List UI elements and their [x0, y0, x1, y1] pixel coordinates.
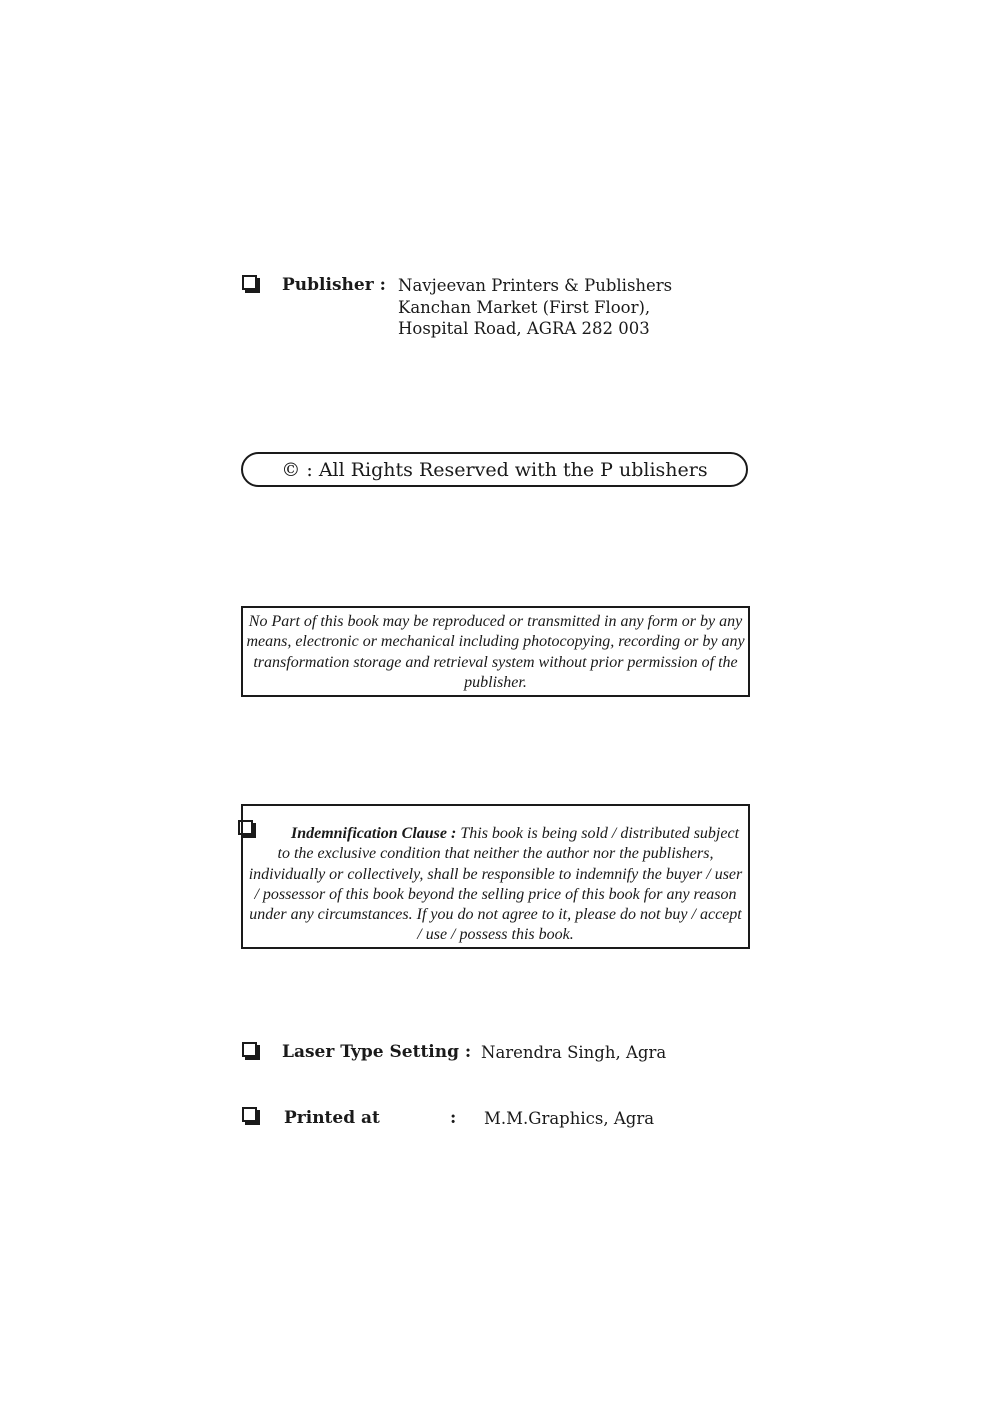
copyright-banner: © : All Rights Reserved with the P ublishers — [241, 452, 748, 487]
printer-colon: : — [450, 1108, 457, 1128]
typesetting-label: Laser Type Setting : — [282, 1042, 472, 1062]
publisher-address-line-2: Hospital Road, AGRA 282 003 — [398, 319, 650, 338]
typesetting-value: Narendra Singh, Agra — [481, 1043, 667, 1062]
publisher-address-line-1: Kanchan Market (First Floor), — [398, 298, 651, 317]
reproduction-notice-text: No Part of this book may be reproduced or transmitted in any form or by any means, electronic or mechanical including photocopying, recording or by any transformation storage and retrieval system without prior permission of the publisher. — [246, 613, 745, 691]
checkbox-bullet-icon — [242, 275, 257, 290]
reproduction-notice — [241, 606, 750, 697]
checkbox-bullet-icon — [242, 1042, 257, 1057]
printer-value: M.M.Graphics, Agra — [484, 1109, 655, 1128]
publisher-label: Publisher : — [282, 275, 386, 295]
indemnification-title: Indemnification Clause : — [290, 825, 457, 842]
checkbox-bullet-icon — [242, 1107, 257, 1122]
printer-label: Printed at — [284, 1108, 380, 1128]
publisher-name: Navjeevan Printers & Publishers — [398, 276, 673, 295]
indemnification-notice — [241, 804, 750, 949]
checkbox-bullet-icon — [238, 820, 253, 835]
indemnification-body: This book is being sold / distributed subject to the exclusive condition that neither the author nor the publishers, individually or collectively, shall be responsible to indemnify the buyer / user / possessor of this book beyond the selling price of this book for any reason under any circumstances. If you do not agree to it, please do not buy / accept / use / possess this book. — [248, 825, 743, 944]
